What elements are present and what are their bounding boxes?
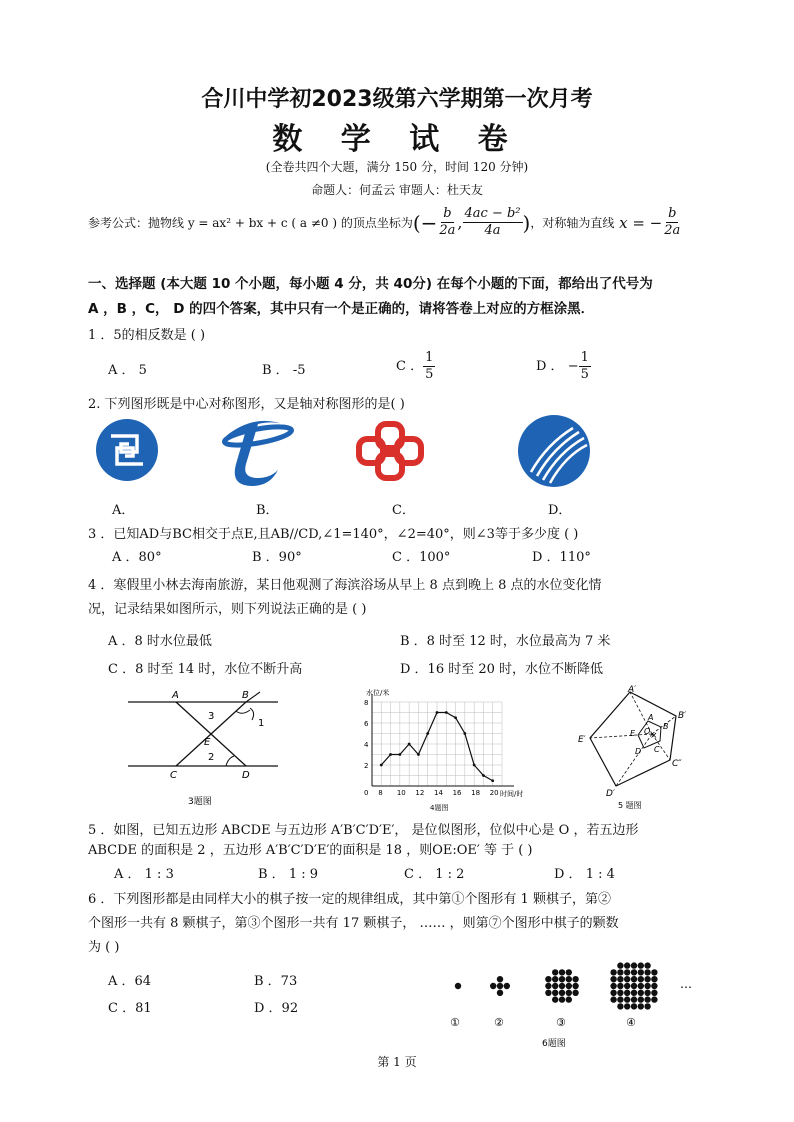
chess-piece: [617, 983, 623, 989]
chess-piece: [504, 983, 510, 989]
chess-piece: [624, 1003, 630, 1009]
fig5-label-cp: C″: [672, 759, 682, 769]
fig5-label-dp: D′: [606, 789, 615, 799]
q6-option-c: C ．81: [108, 1001, 152, 1016]
chess-piece: [651, 990, 657, 996]
exam-info: (全卷共四个大题，满分 150 分，时间 120 分钟): [265, 160, 529, 174]
fig5-label-c: C: [654, 745, 660, 754]
chess-piece: [624, 990, 630, 996]
chess-piece: [651, 983, 657, 989]
q1-option-b: B ． -5: [262, 363, 306, 378]
q5-option-b: B ． 1 : 9: [258, 867, 319, 882]
chess-piece: [545, 976, 551, 982]
chess-piece: [631, 996, 637, 1002]
fig5-label-ep: E′: [578, 735, 586, 745]
authors: 命题人：何孟云 审题人：杜天友: [311, 183, 483, 197]
chess-piece: [651, 996, 657, 1002]
q1-option-a: A ． 5: [108, 363, 147, 378]
chess-patterns: [455, 962, 658, 1009]
chess-piece: [497, 983, 503, 989]
chess-piece: [490, 983, 496, 989]
q5-line1: 5 ．如图，已知五边形 ABCDE 与五边形 A′B′C′D′E′， 是位似图形，位似中心是 O ，若五边形: [88, 823, 639, 838]
q1-stem: 1 ．5的相反数是 ( ): [88, 328, 206, 343]
chess-piece: [545, 990, 551, 996]
chess-piece: [631, 976, 637, 982]
chess-piece: [610, 969, 616, 975]
chess-piece: [631, 969, 637, 975]
q4-option-b: B ．8 时至 12 时，水位最高为 7 米: [400, 634, 611, 649]
netcom-globe-icon: [517, 414, 591, 488]
chess-piece: [617, 996, 623, 1002]
fig6-caption: 6题图: [542, 1039, 566, 1049]
chess-piece: [610, 983, 616, 989]
fig3-label-b: B: [242, 690, 249, 701]
data-point: [436, 711, 439, 714]
chess-piece: [644, 969, 650, 975]
chess-piece: [638, 969, 644, 975]
chess-piece: [566, 990, 572, 996]
q6-line1: 6 ．下列图形都是由同样大小的棋子按一定的规律组成，其中第①个图形有 1 颗棋子，第②: [88, 892, 611, 907]
chess-piece: [631, 1003, 637, 1009]
data-point: [380, 764, 383, 767]
chess-piece: [552, 976, 558, 982]
chart-ticks: [364, 699, 499, 797]
chess-piece: [572, 976, 578, 982]
chess-piece: [497, 990, 503, 996]
chess-piece: [651, 976, 657, 982]
q3-stem: 3 ．已知AD与BC相交于点E,且AB//CD,∠1=140°，∠2=40°，则∠3等于多少度 ( ): [88, 527, 579, 542]
fig3-angle3: 3: [208, 711, 215, 722]
chess-piece: [638, 962, 644, 968]
fig3-label-d: D: [242, 770, 250, 781]
chess-piece: [617, 1003, 623, 1009]
vertex-y-fraction: $\frac{\text{4ac − b²}}{4a}$: [464, 206, 521, 238]
chess-piece: [572, 990, 578, 996]
chess-piece: [617, 969, 623, 975]
reference-formula: 参考公式：抛物线 y = ax² + bx + c ( a ≠0 ) 的顶点坐标为 (− $\frac{b}{2a}$ , $\frac{\text{4ac − b²}}{4a}$ ) ，对称轴为直线 x = − $\frac{b}{2a}$: [88, 206, 681, 238]
fig6-label-3: ③: [556, 1016, 566, 1029]
q4-line2: 况，记录结果如图所示，则下列说法正确的是 ( ): [88, 602, 367, 617]
fig6-label-2: ②: [494, 1016, 504, 1029]
subject-title: 数 学 试 卷: [272, 122, 522, 157]
data-point: [454, 716, 457, 719]
fig3-caption: 3题图: [188, 797, 212, 807]
data-point: [408, 743, 411, 746]
chess-piece: [552, 983, 558, 989]
telecom-logo-icon: [218, 416, 294, 488]
chess-piece: [624, 983, 630, 989]
axis-fraction: $\frac{b}{2a}$: [664, 206, 681, 238]
chess-piece: [644, 976, 650, 982]
x-tick-label: 12: [415, 789, 425, 797]
chart-ylabel: 水位/米: [366, 689, 390, 697]
fig6-ellipsis: …: [680, 977, 692, 991]
svg-text:×: ×: [650, 731, 658, 741]
data-point: [473, 764, 476, 767]
fig5-caption: 5 题图: [618, 801, 642, 810]
q2-stem: 2. 下列图形既是中心对称图形，又是轴对称图形的是( ): [88, 397, 405, 412]
chess-piece: [566, 976, 572, 982]
chess-piece: [497, 976, 503, 982]
chess-piece: [559, 990, 565, 996]
chess-piece: [644, 1003, 650, 1009]
q3-option-c: C ．100°: [392, 550, 451, 565]
data-point: [426, 732, 429, 735]
q1-option-c: C ． $\frac{1}{5}$: [396, 350, 434, 382]
chess-piece: [624, 976, 630, 982]
q6-line3: 为 ( ): [88, 940, 120, 955]
fig5-label-ap: A′: [628, 685, 637, 695]
fig3-label-e: E: [204, 737, 211, 748]
fig3-label-c: C: [170, 770, 177, 781]
section1-line2: A ，B ，C， D 的四个答案，其中只有一个是正确的，请将答卷上对应的方框涂黑．: [88, 301, 595, 317]
chart-grid: [372, 702, 502, 786]
chess-piece: [624, 996, 630, 1002]
fig3-angle2: 2: [208, 752, 215, 763]
q5-option-c: C ． 1 : 2: [404, 867, 465, 882]
axis-text: ，对称轴为直线: [530, 215, 615, 230]
q5-line2: ABCDE 的面积是 2 ，五边形 A′B′C′D′E′的面积是 18 ，则OE:OE′ 等 于 ( ): [88, 843, 533, 858]
chess-piece: [552, 969, 558, 975]
data-point: [463, 732, 466, 735]
unicom-knot-icon: [355, 420, 425, 482]
chess-piece: [552, 990, 558, 996]
chess-piece: [631, 983, 637, 989]
fig5-label-a: A: [648, 713, 654, 722]
fig5-label-e: E: [630, 729, 636, 738]
chess-piece: [638, 1003, 644, 1009]
chess-piece: [617, 990, 623, 996]
chess-piece: [552, 996, 558, 1002]
q3-option-d: D ．110°: [532, 550, 591, 565]
chess-piece: [566, 996, 572, 1002]
fig5-label-bp: B′: [678, 711, 687, 721]
x-tick-label: 0: [364, 789, 369, 797]
figure-3: [118, 686, 288, 811]
q2-label-a: A．: [112, 503, 135, 518]
data-point: [389, 753, 392, 756]
q4-line1: 4 ．寒假里小林去海南旅游，某日他观测了海滨浴场从早上 8 点到晚上 8 点的水位变化情: [88, 578, 602, 593]
chess-piece: [572, 983, 578, 989]
chess-piece: [566, 983, 572, 989]
q4-option-a: A ．8 时水位最低: [108, 634, 212, 649]
x-tick-label: 14: [434, 789, 443, 797]
vertex-x-fraction: $\frac{b}{2a}$: [439, 206, 456, 238]
chess-piece: [559, 996, 565, 1002]
mobile-logo-icon: [95, 418, 159, 482]
q5-option-a: A ． 1 : 3: [114, 867, 174, 882]
chess-piece: [644, 962, 650, 968]
fig5-label-d: D: [635, 747, 642, 756]
y-tick-label: 8: [364, 699, 369, 707]
q6-line2: 个图形一共有 8 颗棋子，第③个图形一共有 17 颗棋子， …… ，则第⑦个图形中棋子的颗数: [88, 916, 619, 931]
q4-option-d: D ．16 时至 20 时，水位不断降低: [400, 662, 604, 677]
y-tick-label: 2: [364, 762, 369, 770]
chess-piece: [638, 996, 644, 1002]
q1-option-d: D ． − $\frac{1}{5}$: [536, 350, 589, 382]
chess-piece: [644, 996, 650, 1002]
y-tick-label: 6: [364, 720, 369, 728]
data-point: [482, 774, 485, 777]
q5-option-d: D ． 1 : 4: [554, 867, 615, 882]
x-tick-label: 18: [471, 789, 481, 797]
q2-label-c: C．: [392, 503, 415, 518]
chess-piece: [624, 962, 630, 968]
chess-piece: [610, 996, 616, 1002]
chess-piece: [559, 983, 565, 989]
data-point: [491, 779, 494, 782]
figure-6: [440, 948, 700, 1052]
chess-piece: [617, 976, 623, 982]
fig3-label-a: A: [172, 690, 179, 701]
chess-piece: [651, 969, 657, 975]
x-tick-label: 10: [396, 789, 406, 797]
chess-piece: [644, 983, 650, 989]
chess-piece: [631, 990, 637, 996]
formula-prefix: 参考公式：抛物线 y = ax² + bx + c ( a ≠0 ) 的顶点坐标为: [88, 215, 413, 230]
q6-option-d: D ．92: [254, 1001, 299, 1016]
q2-label-b: B．: [256, 503, 279, 518]
chess-piece: [631, 962, 637, 968]
data-point: [398, 753, 401, 756]
chess-piece: [455, 983, 461, 989]
chess-piece: [617, 962, 623, 968]
chess-piece: [638, 983, 644, 989]
fig6-label-1: ①: [450, 1016, 460, 1029]
q2-label-d: D．: [548, 503, 572, 518]
y-tick-label: 4: [364, 741, 369, 749]
fig3-angle1: 1: [258, 718, 265, 729]
q1-c-fraction: $\frac{1}{5}$: [425, 350, 434, 382]
fig5-label-b: B: [663, 722, 669, 731]
chess-piece: [559, 976, 565, 982]
q6-option-b: B ．73: [254, 974, 298, 989]
chess-piece: [610, 990, 616, 996]
x-tick-label: 20: [489, 789, 499, 797]
fig5-label-o: O: [644, 727, 651, 736]
section1-line1: 一、选择题 (本大题 10 个小题，每小题 4 分，共 40分) 在每个小题的下面，都给出了代号为: [88, 276, 653, 292]
chess-piece: [638, 976, 644, 982]
page-number: 第 1 页: [377, 1055, 417, 1069]
q4-option-c: C ．8 时至 14 时，水位不断升高: [108, 662, 303, 677]
q1-d-fraction: $\frac{1}{5}$: [580, 350, 589, 382]
figure-5: [572, 684, 702, 814]
q6-option-a: A ．64: [108, 974, 152, 989]
chess-piece: [638, 990, 644, 996]
figure-4-chart: [352, 686, 542, 814]
chess-piece: [624, 969, 630, 975]
q3-option-a: A ．80°: [112, 550, 162, 565]
data-point: [417, 753, 420, 756]
fig4-caption: 4题图: [430, 804, 449, 812]
exam-title: 合川中学初2023级第六学期第一次月考: [201, 87, 593, 112]
x-tick-label: 16: [452, 789, 462, 797]
x-tick-label: 8: [378, 789, 383, 797]
chess-piece: [610, 976, 616, 982]
fig6-label-4: ④: [626, 1016, 636, 1029]
data-point: [445, 711, 448, 714]
chess-piece: [566, 969, 572, 975]
q3-option-b: B ．90°: [252, 550, 302, 565]
chess-piece: [559, 969, 565, 975]
chess-piece: [545, 983, 551, 989]
chart-xlabel: 时间/时: [500, 790, 524, 798]
chess-piece: [644, 990, 650, 996]
